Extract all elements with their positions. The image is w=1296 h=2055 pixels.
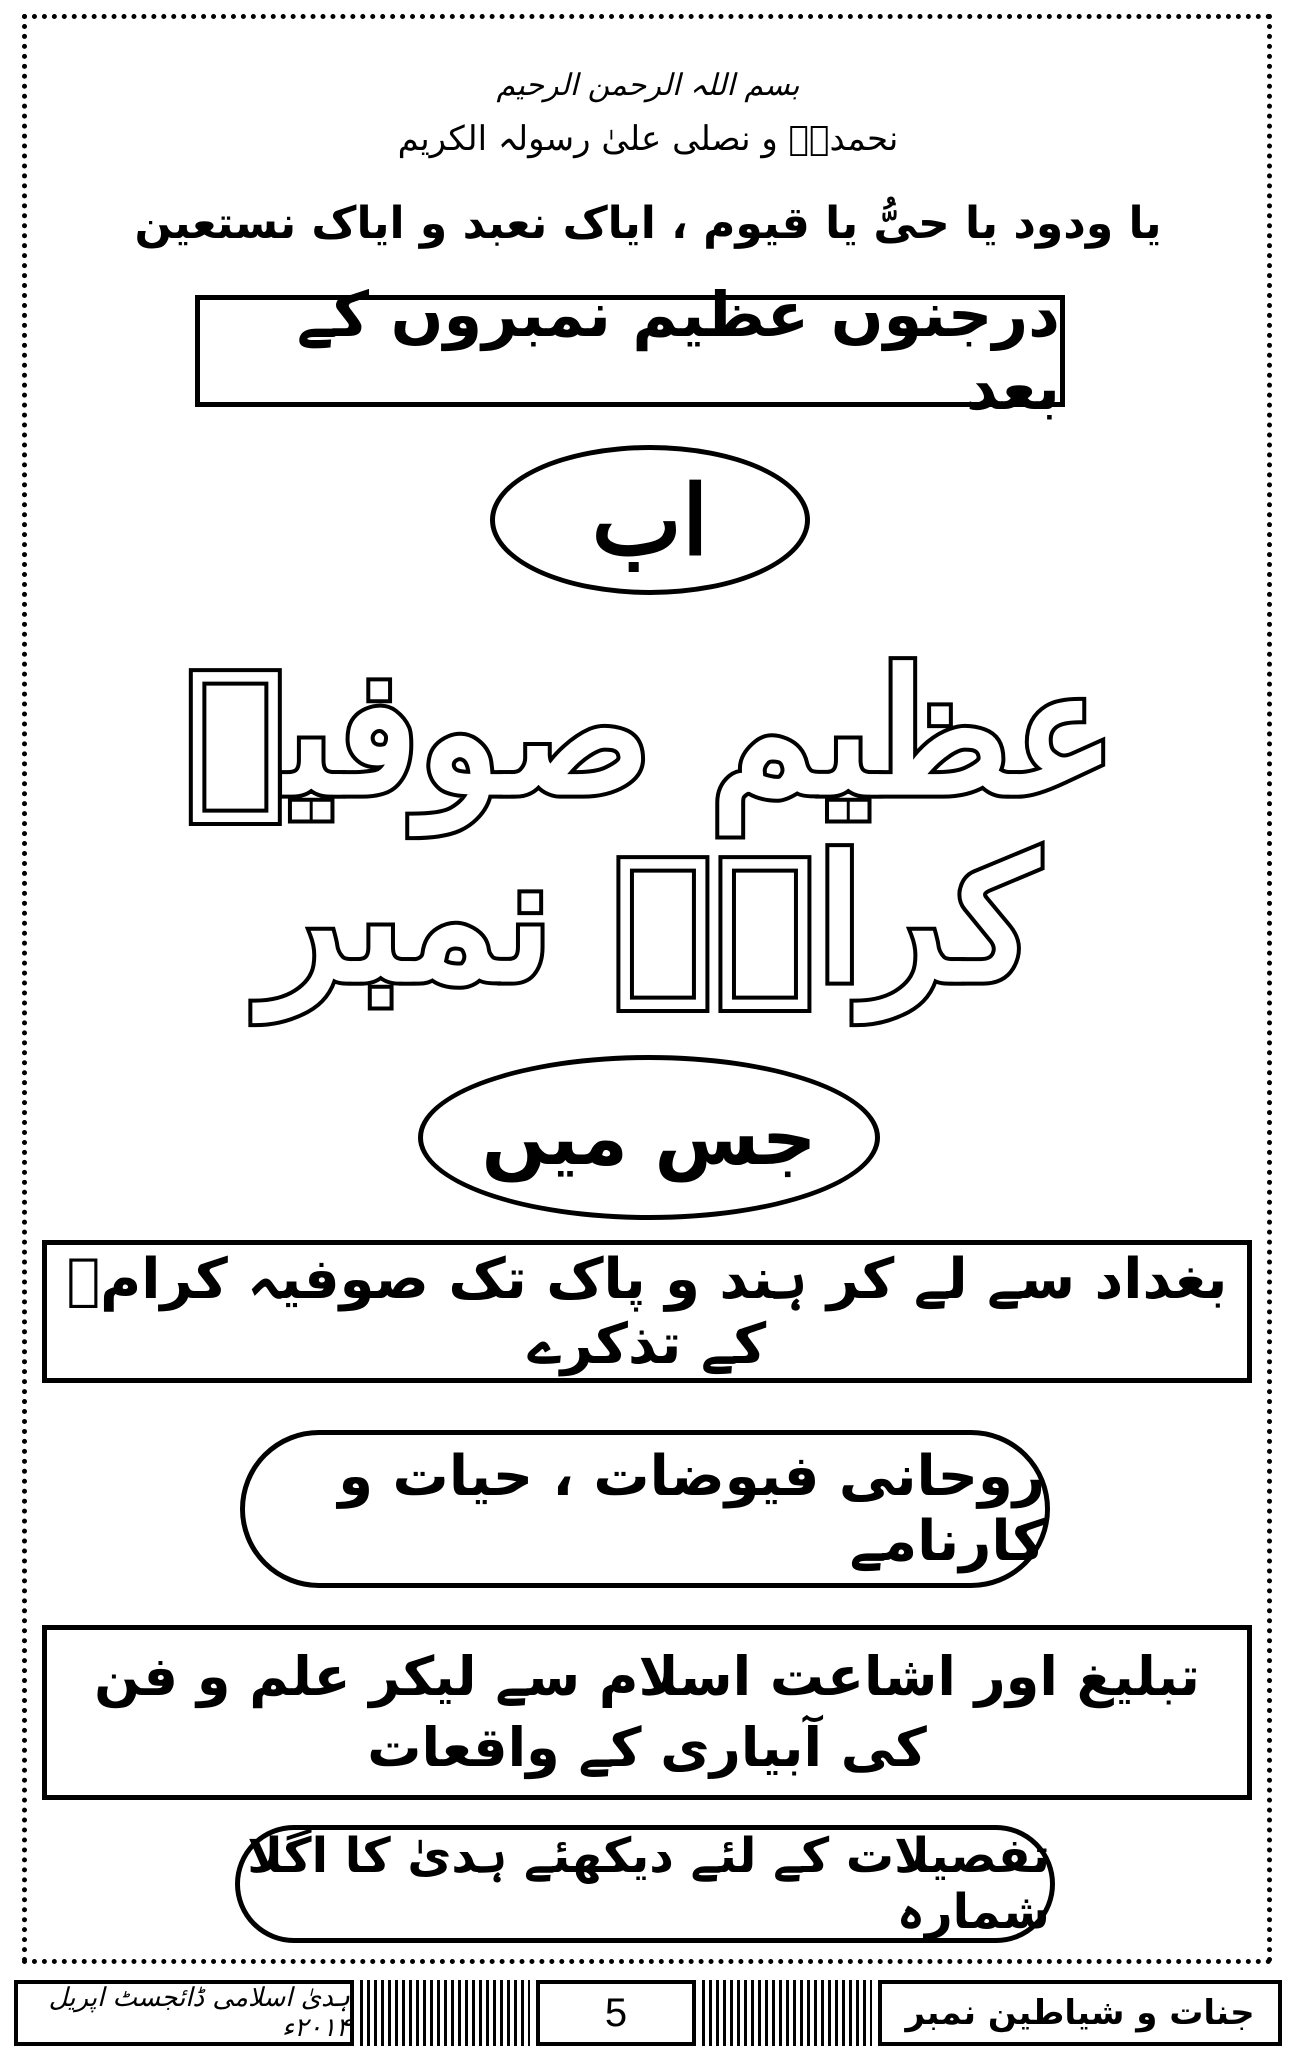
salutation-line: نحمدہٗ و نصلی علیٰ رسولہ الکریم bbox=[397, 119, 899, 159]
tabligh-box bbox=[42, 1625, 1252, 1800]
banner-box bbox=[195, 278, 1065, 424]
baghdad-box bbox=[42, 1240, 1252, 1383]
ruhani-pill bbox=[240, 1430, 1050, 1588]
banner-text: درجنوں عظیم نمبروں کے بعد bbox=[296, 278, 1060, 424]
tafsilat-pill bbox=[235, 1825, 1055, 1943]
footer-hatch-left bbox=[360, 1980, 530, 2046]
tafsilat-text: تفصیلات کے لئے دیکھئے ہدیٰ کا اگلا شمارہ bbox=[247, 1828, 1050, 1940]
jis-mein-oval bbox=[418, 1055, 880, 1220]
page-footer bbox=[14, 1980, 1282, 2046]
footer-hatch-right bbox=[702, 1980, 872, 2046]
page-number: 5 bbox=[536, 1980, 696, 2046]
tabligh-text: تبلیغ اور اشاعت اسلام سے لیکر علم و فن کی آبیاری کے واقعات bbox=[94, 1645, 1200, 1779]
bismillah: بسم اللہ الرحمن الرحیم bbox=[496, 68, 800, 103]
ruhani-text: روحانی فیوضات ، حیات و کارنامے bbox=[338, 1444, 1045, 1574]
main-title: عظیم صوفیہ کرامؒ نمبر bbox=[184, 633, 1116, 1020]
footer-digest-label: ہدیٰ اسلامی ڈائجسٹ اپریل ۲۰۱۴ء bbox=[14, 1980, 354, 2046]
baghdad-text: بغداد سے لے کر ہند و پاک تک صوفیہ کرامؒ کے تذکرے bbox=[66, 1246, 1228, 1377]
footer-issue-title: جنات و شیاطین نمبر bbox=[878, 1980, 1282, 2046]
ab-text: اب bbox=[591, 463, 709, 577]
ab-oval bbox=[490, 445, 810, 595]
jis-mein-text: جس میں bbox=[481, 1093, 817, 1182]
invocation-line: یا ودود یا حیُّ یا قیوم ، ایاک نعبد و ایاک نستعین bbox=[134, 198, 1162, 249]
